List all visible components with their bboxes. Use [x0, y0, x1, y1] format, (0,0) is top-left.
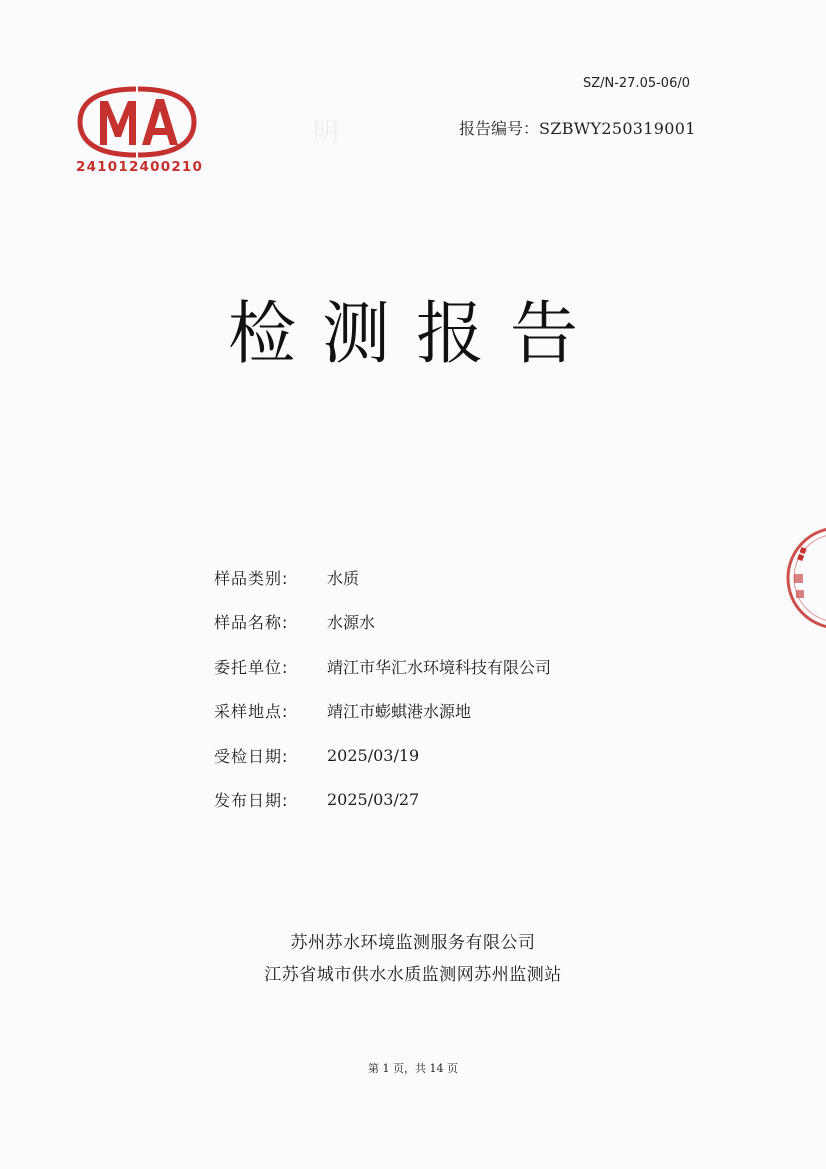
cma-logo-mark — [76, 85, 198, 159]
field-value: 靖江市蟛蜞港水源地 — [327, 702, 472, 722]
field-label: 发布日期: — [214, 791, 289, 811]
cma-logo — [76, 85, 204, 177]
field-label: 受检日期: — [214, 746, 289, 766]
report-number-label: 报告编号： — [459, 119, 540, 138]
issuer-name: 江苏省城市供水水质监测网苏州监测站 — [264, 965, 562, 985]
field-row-received-date — [214, 733, 551, 778]
issuing-organizations — [0, 927, 826, 991]
field-row-sample-category — [214, 555, 551, 600]
field-label: 样品名称: — [214, 613, 289, 633]
field-label: 采样地点: — [214, 702, 289, 722]
sample-info — [214, 555, 551, 822]
field-value: 水质 — [327, 568, 360, 588]
page-title: 检测报告 — [227, 295, 604, 374]
field-value: 靖江市华汇水环境科技有限公司 — [327, 657, 552, 677]
field-row-issue-date — [214, 778, 551, 823]
field-label: 样品类别: — [214, 568, 289, 588]
report-number-value: SZBWY250319001 — [539, 119, 696, 138]
field-value: 2025/03/19 — [327, 745, 420, 765]
field-value: 水源水 — [327, 613, 376, 633]
field-label: 委托单位: — [214, 657, 289, 677]
bleedthrough-mark: 明 — [313, 118, 340, 148]
cma-certificate-number: 241012400210 — [76, 159, 204, 175]
field-row-sampling-site — [214, 689, 551, 734]
field-value: 2025/03/27 — [327, 790, 420, 810]
issuer-name: 苏州苏水环境监测服务有限公司 — [290, 933, 536, 953]
report-number — [459, 116, 696, 139]
page-number: 第 1 页，共 14 页 — [368, 1062, 458, 1075]
field-row-client — [214, 644, 551, 689]
svg-text:▪▪: ▪▪ — [792, 544, 810, 564]
partial-seal-stamp — [786, 522, 826, 634]
field-row-sample-name — [214, 600, 551, 645]
document-code: SZ/N-27.05-06/0 — [582, 76, 690, 91]
